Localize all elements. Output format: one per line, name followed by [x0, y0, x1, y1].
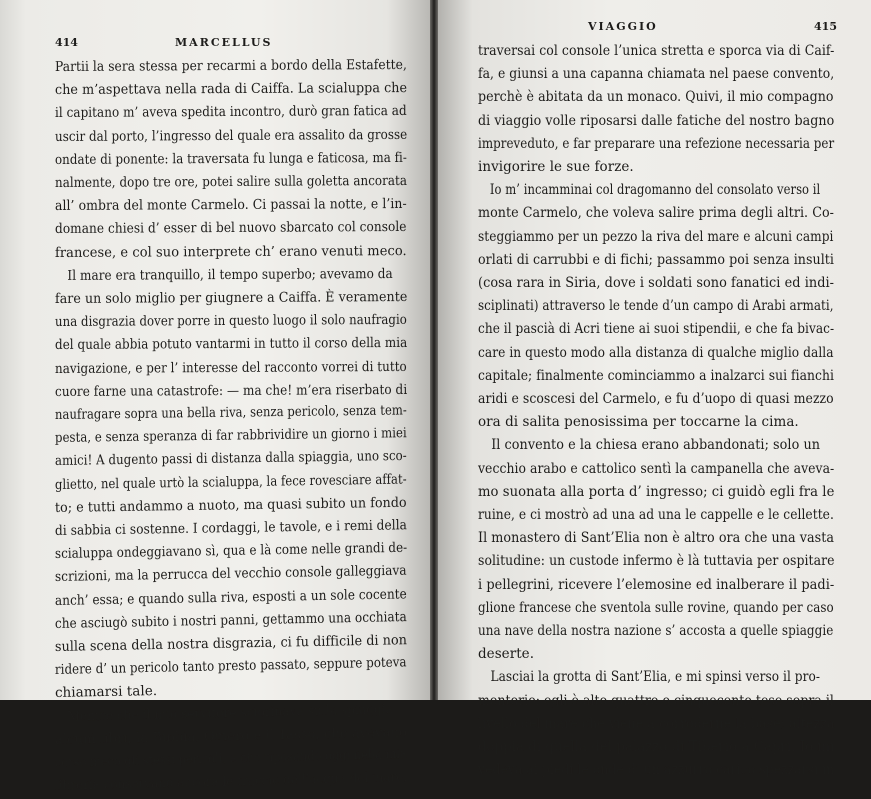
- text-line: aridi e scoscesi del Carmelo, e fu d’uopo di quasi mezzo: [478, 391, 834, 408]
- text-line: impreveduto, e far preparare una refezione necessaria per: [478, 135, 835, 152]
- text-line: anch’ essa; e quando sulla riva, esposti a un sole cocente: [54, 586, 407, 609]
- text-line: care in questo modo alla distanza di qualche miglio dalla: [478, 344, 834, 361]
- text-line: una nave della nostra nazione s’ accosta a quelle spiaggie: [478, 623, 834, 640]
- text-line: glietto, nel quale urtò la scialuppa, la fece rovesciare affat-: [54, 471, 407, 493]
- text-line: traversai col console l’unica stretta e sporca via di Caif-: [478, 43, 835, 59]
- text-line: solitudine: un custode infermo è là tuttavia per ospitare: [478, 553, 835, 570]
- right-running-title: VIAGGIO: [588, 20, 658, 33]
- text-line: livello del mare che viene a corroderne la base; altezza: [478, 715, 835, 732]
- text-line: ridere d’ un pericolo tanto presto passato, seppure poteva: [54, 654, 407, 679]
- text-line: nalmente, dopo tre ore, potei salire sulla goletta ancorata: [54, 172, 408, 192]
- text-line: amici! A dugento passi di distanza dalla spiaggia, uno sco-: [54, 448, 407, 470]
- text-line: perchè è abitata da un monaco. Quivi, il mio compagno: [478, 89, 834, 106]
- text-line: Il monastero di Sant’Elia non è altro ora che una vasta: [478, 530, 835, 547]
- text-line: sciplinati) attraverso le tende d’un campo di Arabi armati,: [478, 298, 834, 315]
- text-line: ora di salita penosissima per toccarne la cima.: [478, 414, 799, 431]
- text-line: mo suonata alla porta d’ ingresso; ci guidò egli fra le: [478, 483, 835, 500]
- text-line: to; e tutti andammo a nuoto, ma quasi subito un fondo: [54, 494, 407, 516]
- text-line: (cosa rara in Siria, dove i soldati sono fanatici ed indi-: [478, 275, 835, 292]
- text-line: ondate di ponente: la traversata fu lunga e faticosa, ma fi-: [54, 149, 407, 168]
- text-line: Il mare era tranquillo, il tempo superbo; avevamo da: [67, 265, 393, 284]
- text-line: Io m’ incamminai col dragomanno del consolato verso il: [489, 182, 821, 199]
- text-line: doppia di quella del palazzo di Tiberio a Capri. Io mi: [478, 739, 835, 756]
- text-line: montorio: egli è alto quattro o cinquecento tese sopra il: [478, 692, 834, 709]
- text-line: del quale abbia potuto vantarmi in tutto il corso della mia: [54, 335, 408, 354]
- text-line: che il pascià di Acri tiene ai suoi stipendii, e che fa bivac-: [478, 321, 835, 338]
- text-line: chiamarsi tale.: [54, 683, 158, 702]
- text-line: libreria conservano ancora le traccie dell’acqua del mare,: [54, 769, 408, 795]
- text-line: francese, e col suo interprete ch’ erano venuti meco.: [54, 242, 407, 261]
- left-page: [0, 0, 430, 795]
- text-line: deserte.: [478, 646, 535, 663]
- text-line: di sabbia ci sostenne. I cordaggi, le tavole, e i remi della: [54, 517, 408, 540]
- book-gutter: [430, 0, 438, 700]
- text-line: scialuppa ondeggiavano sì, qua e là come nelle grandi de-: [54, 540, 408, 563]
- right-page-body: [478, 40, 837, 783]
- text-line: corso meco gli stessi pericoli, e che riposando oggi nella mia: [54, 745, 407, 772]
- text-line: sulla scena della nostra disgrazia, ci fu difficile di non: [54, 632, 408, 656]
- text-line: pesta, e senza speranza di far rabbrividire un giorno i miei: [54, 425, 407, 447]
- text-line: naufragare sopra una bella riva, senza pericolo, senza tem-: [54, 402, 407, 424]
- text-line: all’ ombra del monte Carmelo. Ci passai la notte, e l’in-: [54, 196, 407, 215]
- left-page-body: [55, 56, 410, 799]
- left-page-number: 414: [55, 36, 78, 49]
- text-line: ruine, e ci mostrò ad una ad una le cappelle e le cellette.: [478, 507, 834, 524]
- text-line: che asciugò subito i nostri panni, gettammo una occhiata: [54, 608, 407, 632]
- text-line: orlati di carrubbi e di fichi; passammo poi senza insulti: [478, 251, 835, 268]
- text-line: vedeva ai piedi le onde d’ un azzurro carico spezzarsi in: [478, 762, 835, 779]
- left-page-header: [55, 34, 410, 56]
- text-line: cuore farne una catastrofe: — ma che! m’era riserbato di: [54, 381, 408, 400]
- right-page: [438, 0, 871, 779]
- text-line: scrizioni, ma la perrucca del vecchio console galleggiava: [54, 563, 407, 586]
- right-page-header: [478, 18, 837, 40]
- text-line: steggiammo per un pezzo la riva del mare e alcuni campi: [478, 228, 834, 245]
- text-line: domane chiesi d’ esser di bel nuovo sbarcato col console: [54, 219, 407, 238]
- text-line: Il convento e la chiesa erano abbandonati; solo un: [491, 437, 821, 454]
- text-line: navigazione, e per l’ interesse del racconto vorrei di tutto: [54, 358, 407, 377]
- text-line: monte Carmelo, che voleva salire prima degli altri. Co-: [478, 205, 835, 222]
- text-line: alcuni libri, la Bibbia, Omero e il Tasso, che avevano: [54, 724, 408, 748]
- text-line: il capitano m’ aveva spedita incontro, durò gran fatica ad: [54, 103, 407, 122]
- text-line: glione francese che sventola sulle rovine, quando per caso: [478, 599, 834, 616]
- text-line: Lasciai la grotta di Sant’Elia, e mi spinsi verso il pro-: [490, 669, 820, 686]
- text-line: Mentre che il mio servitore sciorinava sulla spiaggia: [67, 701, 394, 725]
- text-line: vecchio arabo e cattolico sentì la campanella che aveva-: [478, 460, 835, 477]
- text-line: fare un solo miglio per giugnere a Caiffa. È veramente: [54, 289, 408, 308]
- left-running-title: MARCELLUS: [175, 36, 273, 49]
- text-line: capitale; finalmente cominciammo a inalzarci sui fianchi: [478, 367, 834, 384]
- text-line: fa, e giunsi a una capanna chiamata nel paese convento,: [478, 66, 835, 83]
- text-line: uscir dal porto, l’ingresso del quale era assalito da grosse: [54, 126, 408, 145]
- text-line: invigorire le sue forze.: [478, 159, 634, 176]
- text-line: Partii la sera stessa per recarmi a bordo della Estafette,: [54, 56, 407, 75]
- text-line: i pellegrini, ricevere l’elemosine ed inalberare il padi-: [478, 576, 835, 593]
- text-line: di viaggio volle riposarsi dalle fatiche del nostro bagno: [478, 112, 835, 129]
- right-page-number: 415: [814, 20, 837, 33]
- text-line: una disgrazia dover porre in questo luogo il solo naufragio: [54, 312, 407, 331]
- text-line: che m’aspettava nella rada di Caiffa. La scialuppa che: [54, 80, 408, 99]
